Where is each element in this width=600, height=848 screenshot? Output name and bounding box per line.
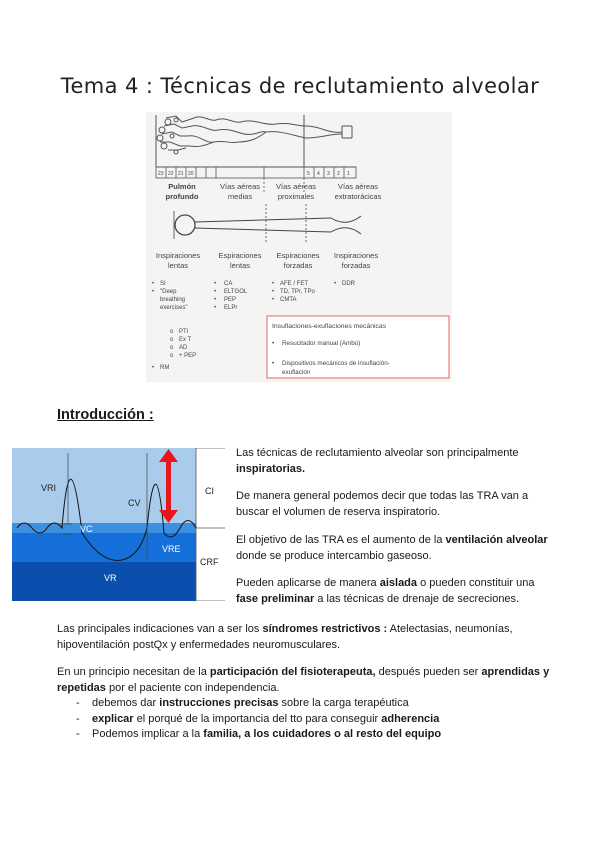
bronchial-tree-drawing [156, 115, 356, 167]
label-vre: VRE [162, 544, 181, 554]
gen-21: 21 [178, 171, 184, 177]
svg-text:•: • [152, 281, 155, 287]
vc-band [12, 523, 196, 533]
col2-item: PEP [224, 297, 237, 303]
paragraph-1: Las técnicas de reclutamiento alveolar son principalmente inspiratorias. [236, 447, 519, 475]
col2-item: ELTGOL [224, 289, 248, 295]
col3-item: CMTA [280, 297, 297, 303]
section-heading: Introducción : [57, 407, 154, 423]
gen-2: 2 [337, 171, 340, 177]
recommendations-list [73, 696, 553, 743]
svg-text:•: • [272, 289, 275, 295]
gen-22: 22 [168, 171, 174, 177]
gen-20: 20 [188, 171, 194, 177]
label-vc: VC [80, 524, 93, 534]
page-title: Tema 4 : Técnicas de reclutamiento alveolar [60, 74, 540, 98]
svg-text:•: • [152, 365, 155, 371]
col1-item: breathing [160, 297, 186, 303]
col1-subitem: PTI [179, 329, 189, 335]
svg-text:•: • [214, 297, 217, 303]
col3-item: TD, TPr, TPo [280, 289, 315, 295]
paragraph-2: De manera general podemos decir que todas las TRA van a buscar el volumen de reserva inspiratorio. [236, 490, 529, 518]
red-arrow-shaft [166, 458, 171, 514]
list-item: - Podemos implicar a la familia, a los cuidadores o al resto del equipo [73, 727, 553, 743]
svg-text:o: o [170, 345, 174, 351]
region-labels [166, 182, 382, 201]
technique-1-line2: lentas [167, 261, 189, 270]
gen-23: 23 [158, 171, 164, 177]
col1-item: exercises" [160, 305, 188, 311]
technique-2-line1: Espiraciones [218, 251, 262, 260]
technique-4-line1: Inspiraciones [333, 251, 379, 260]
region-4-line1: Vías aéreas [337, 182, 379, 191]
box-title: Insuflaciones-exuflaciones mecánicas [272, 323, 387, 330]
technique-2-line2: lentas [229, 261, 251, 270]
svg-text:•: • [272, 297, 275, 303]
technique-3-line1: Espiraciones [276, 251, 320, 260]
paragraph-learning: En un principio necesitan de la participación del fisioterapeuta, después pueden ser aprendidas y repetidas por el paciente con independencia. [57, 666, 550, 694]
generation-labels [158, 171, 350, 177]
label-vri: VRI [41, 483, 57, 493]
list-item: - debemos dar instrucciones precisas sobre la carga terapéutica [73, 696, 553, 712]
lung-schematic [174, 204, 361, 244]
col2-item: ELPr [224, 305, 238, 311]
airway-techniques-figure [146, 112, 452, 382]
col1-subitem: AD [179, 345, 188, 351]
technique-labels [156, 251, 378, 270]
svg-text:o: o [170, 337, 174, 343]
svg-text:•: • [272, 340, 275, 347]
paragraph-indications: Las principales indicaciones van a ser los síndromes restrictivos : Atelectasias, neumonías, hipoventilación postQx y enfermedades neuromusculares. [57, 623, 513, 651]
col2-item: CA [224, 281, 233, 287]
label-vr: VR [104, 573, 117, 583]
label-crf: CRF [200, 557, 219, 567]
region-1-line2: profundo [165, 192, 199, 201]
paragraph-4: Pueden aplicarse de manera aislada o pueden constituir una fase preliminar a las técnicas de drenaje de secreciones. [236, 577, 535, 605]
technique-1-line1: Inspiraciones [155, 251, 201, 260]
svg-text:•: • [152, 289, 155, 295]
col1-item: SI [160, 281, 166, 287]
col3-item: AFE / FET [280, 281, 309, 287]
technique-4-line2: forzadas [341, 261, 371, 270]
region-4-line2: extratorácicas [334, 192, 382, 201]
technique-3-line2: forzadas [283, 261, 313, 270]
region-3-line1: Vías aéreas [275, 182, 317, 191]
gen-3: 3 [327, 171, 330, 177]
gen-1: 1 [347, 171, 350, 177]
box-item-1: Resucitador manual (Ambú) [282, 340, 361, 347]
svg-text:o: o [170, 329, 174, 335]
col1-footer: RM [160, 365, 170, 371]
paragraph-3: El objetivo de las TRA es el aumento de la ventilación alveolar donde se produce intercambio gaseoso. [236, 534, 548, 562]
lung-volumes-chart [12, 448, 225, 601]
airway-diagram [146, 112, 452, 382]
col1-subitem: + PEP [179, 353, 197, 359]
list-item: - explicar el porqué de la importancia del tto para conseguir adherencia [73, 712, 553, 728]
svg-text:•: • [214, 305, 217, 311]
box-item-2-line1: Dispositivos mecánicos de insuflación- [282, 360, 390, 367]
svg-text:•: • [272, 360, 275, 367]
col4-item: DDR [342, 281, 355, 287]
label-ci: CI [205, 486, 214, 496]
box-item-2-line2: exuflación [282, 369, 311, 376]
svg-text:•: • [272, 281, 275, 287]
region-2-line1: Vías aéreas [219, 182, 261, 191]
svg-text:•: • [334, 281, 337, 287]
svg-text:•: • [214, 289, 217, 295]
region-2-line2: medias [227, 192, 253, 201]
gen-5: 5 [307, 171, 310, 177]
col1-subitem: Ex T [179, 337, 192, 343]
gen-4: 4 [317, 171, 320, 177]
col1-item: "Deep [160, 289, 177, 295]
lung-volumes-figure [12, 448, 225, 601]
svg-text:•: • [214, 281, 217, 287]
svg-text:o: o [170, 353, 174, 359]
label-cv: CV [128, 498, 141, 508]
region-1-line1: Pulmón [168, 182, 196, 191]
mechanical-devices-box [267, 316, 449, 378]
region-3-line2: proximales [277, 192, 315, 201]
